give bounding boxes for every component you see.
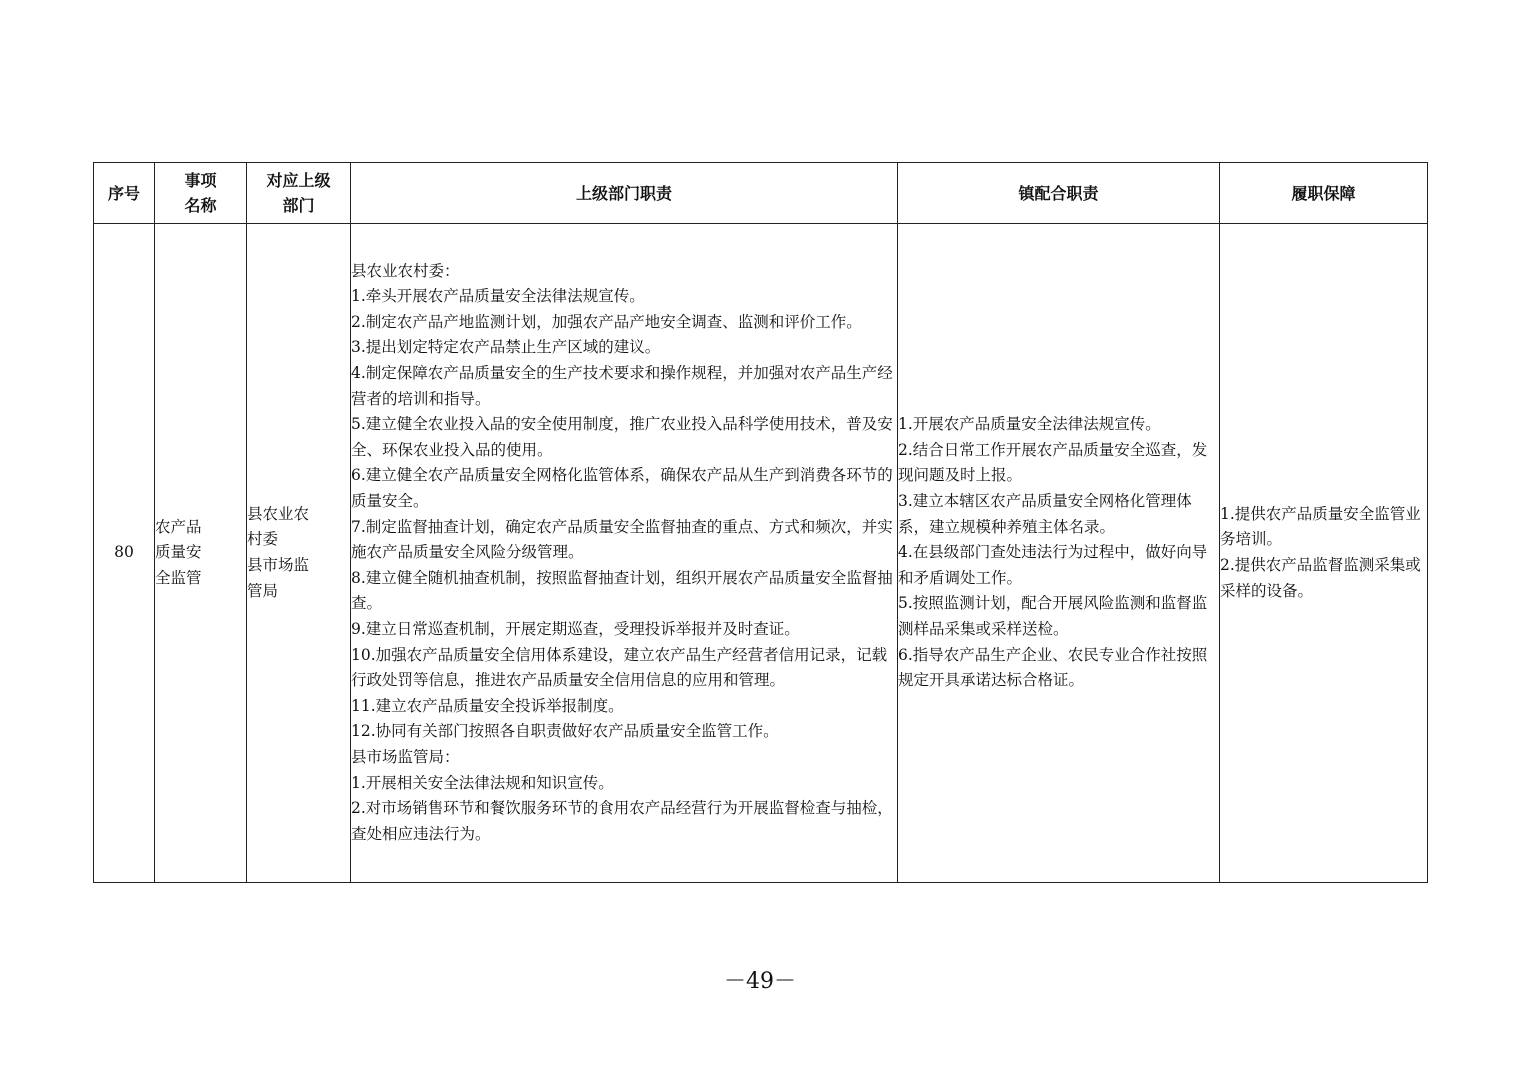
town-duty-item: 3.建立本辖区农产品质量安全网格化管理体系，建立规模种养殖主体名录。 [898,492,1192,536]
upper-duty-item: 5.建立健全农业投入品的安全使用制度，推广农业投入品科学使用技术，普及安全、环保农业投入品的使用。 [351,415,893,459]
dept-line: 县农业农 [247,504,310,523]
town-duty-item: 4.在县级部门查处违法行为过程中，做好向导和矛盾调处工作。 [898,543,1208,587]
header-upper-dept: 对应上级 部门 [247,163,351,224]
upper-duty-item: 1.牵头开展农产品质量安全法律法规宣传。 [351,287,645,306]
item-name-line: 农产品 [155,517,202,536]
table-header-row [94,163,1428,224]
page-number: －49－ [724,969,796,994]
header-guarantee: 履职保障 [1220,163,1428,224]
cell-item-name [155,224,247,883]
upper-duty-item: 1.开展相关安全法律法规和知识宣传。 [351,773,614,792]
item-name-line: 全监管 [155,568,202,587]
upper-duty-item: 6.建立健全农产品质量安全网格化监管体系，确保农产品从生产到消费各环节的质量安全。 [351,466,893,511]
upper-duty-item: 2.对市场销售环节和餐饮服务环节的食用农产品经营行为开展监督检查与抽检，查处相应违法行为。 [351,799,893,843]
dept-line: 村委 [247,530,279,549]
upper-duty-item: 10.加强农产品质量安全信用体系建设，建立农产品生产经营者信用记录，记载行政处罚等信息，推进农产品质量安全信用信息的应用和管理。 [351,645,888,690]
upper-duty-item: 9.建立日常巡查机制，开展定期巡查，受理投诉举报并及时查证。 [351,619,800,638]
table-row [94,224,1428,883]
guarantee-item: 2.提供农产品监督监测采集或采样的设备。 [1220,556,1421,600]
header-seq: 序号 [94,163,155,224]
cell-upper-duties [351,224,898,883]
header-item-name: 事项 名称 [155,163,247,224]
upper-duty-item: 11.建立农产品质量安全投诉举报制度。 [351,696,624,715]
upper-duty-heading: 县市场监管局： [351,747,460,766]
town-duty-item: 6.指导农产品生产企业、农民专业合作社按照规定开具承诺达标合格证。 [898,645,1208,690]
cell-upper-dept [247,224,351,883]
cell-town-duties [898,224,1220,883]
upper-duty-item: 7.制定监督抽查计划，确定农产品质量安全监督抽查的重点、方式和频次，并实施农产品质量安全风险分级管理。 [351,517,893,562]
responsibility-table [93,162,1428,883]
town-duty-item: 2.结合日常工作开展农产品质量安全巡查，发现问题及时上报。 [898,440,1208,485]
upper-duty-item: 8.建立健全随机抽查机制，按照监督抽查计划，组织开展农产品质量安全监督抽查。 [351,568,893,613]
upper-duty-heading: 县农业农村委： [351,261,460,280]
dept-line: 管局 [247,581,279,600]
town-duty-item: 5.按照监测计划，配合开展风险监测和监督监测样品采集或采样送检。 [898,594,1208,638]
header-upper-duties: 上级部门职责 [351,163,898,224]
header-town-duties: 镇配合职责 [898,163,1220,224]
item-name-line: 质量安 [155,543,202,562]
dept-line: 县市场监 [247,556,310,574]
cell-guarantee [1220,224,1428,883]
town-duty-item: 1.开展农产品质量安全法律法规宣传。 [898,415,1161,434]
upper-duty-item: 3.提出划定特定农产品禁止生产区域的建议。 [351,338,661,357]
seq-number: 80 [114,543,134,562]
cell-seq [94,224,155,883]
upper-duty-item: 12.协同有关部门按照各自职责做好农产品质量安全监管工作。 [351,722,779,741]
guarantee-item: 1.提供农产品质量安全监管业务培训。 [1220,504,1421,549]
upper-duty-item: 4.制定保障农产品质量安全的生产技术要求和操作规程，并加强对农产品生产经营者的培训和指导。 [351,364,893,408]
upper-duty-item: 2.制定农产品产地监测计划，加强农产品产地安全调查、监测和评价工作。 [351,312,862,331]
